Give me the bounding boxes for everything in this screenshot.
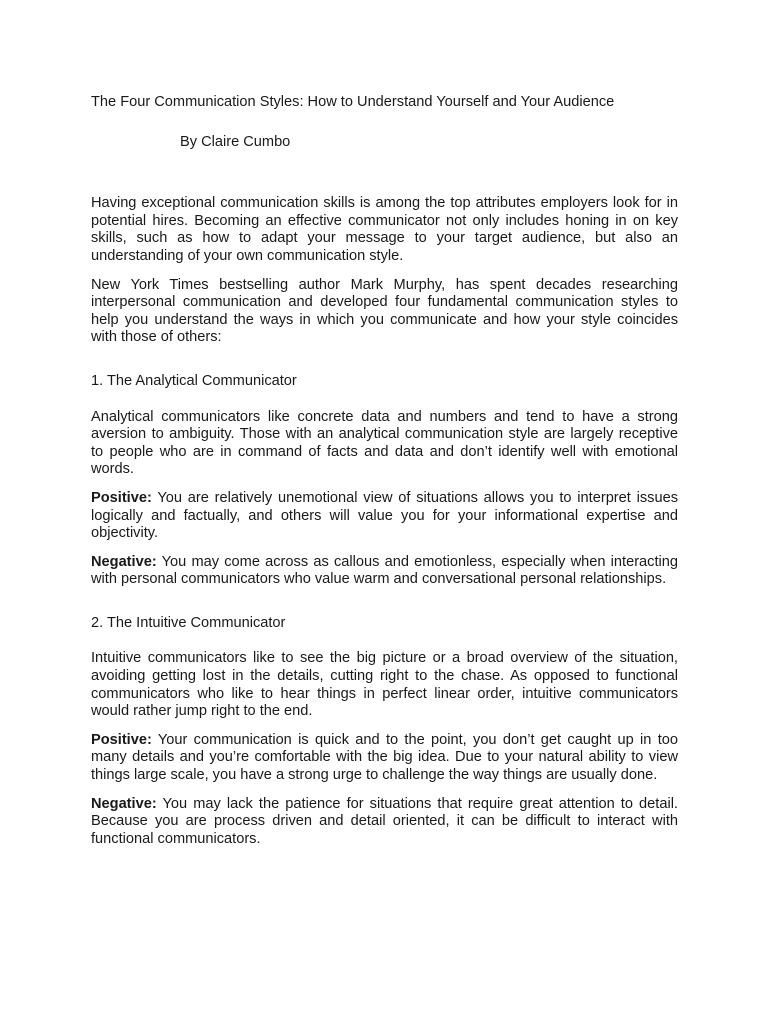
intro-paragraph-1: Having exceptional communication skills is among the top attributes employers look for in potential hires. Becoming an effective communicator not only includes honing in on key skills, such as how to adapt your message to your target audience, but also an understanding of your own communication style. <box>91 195 678 264</box>
negative-text: You may lack the patience for situations that require great attention to detail. Because you are process driven and detail oriented, it can be difficult to interact with functional communicators. <box>91 795 678 847</box>
positive-paragraph-analytical <box>91 490 678 543</box>
negative-label: Negative: <box>91 553 157 570</box>
positive-label: Positive: <box>91 731 152 748</box>
positive-text: You are relatively unemotional view of situations allows you to interpret issues logically and factually, and others will value you for your informational expertise and objectivity. <box>91 489 678 542</box>
negative-text: You may come across as callous and emotionless, especially when interacting with personal communicators who value warm and conversational personal relationships. <box>91 553 678 588</box>
section-description-intuitive: Intuitive communicators like to see the big picture or a broad overview of the situation, avoiding getting lost in the details, cutting right to the chase. As opposed to functional communicators who like to hear things in perfect linear order, intuitive communicators would rather jump right to the end. <box>91 650 678 720</box>
positive-label: Positive: <box>91 489 152 506</box>
negative-paragraph-analytical <box>91 554 678 589</box>
document-title: The Four Communication Styles: How to Understand Yourself and Your Audience <box>91 94 615 110</box>
section-description-analytical: Analytical communicators like concrete data and numbers and tend to have a strong aversion to ambiguity. Those with an analytical communication style are largely receptive to people who are in command of facts and data and don’t identify well with emotional words. <box>91 408 678 478</box>
section-heading-intuitive: 2. The Intuitive Communicator <box>91 614 286 631</box>
positive-paragraph-intuitive <box>91 732 678 785</box>
document-page <box>91 94 678 848</box>
section-heading-analytical: 1. The Analytical Communicator <box>91 372 297 389</box>
positive-text: Your communication is quick and to the point, you don’t get caught up in too many details and you’re comfortable with the big idea. Due to your natural ability to view things large scale, you have a strong urge to challenge the way things are usually done. <box>91 731 678 784</box>
negative-paragraph-intuitive <box>91 796 678 849</box>
author-byline: By Claire Cumbo <box>180 133 291 150</box>
negative-label: Negative: <box>91 795 157 812</box>
intro-paragraph-2: New York Times bestselling author Mark Murphy, has spent decades researching interpersonal communication and developed four fundamental communication styles to help you understand the ways in which you communicate and how your style coincides with those of others: <box>91 276 678 346</box>
